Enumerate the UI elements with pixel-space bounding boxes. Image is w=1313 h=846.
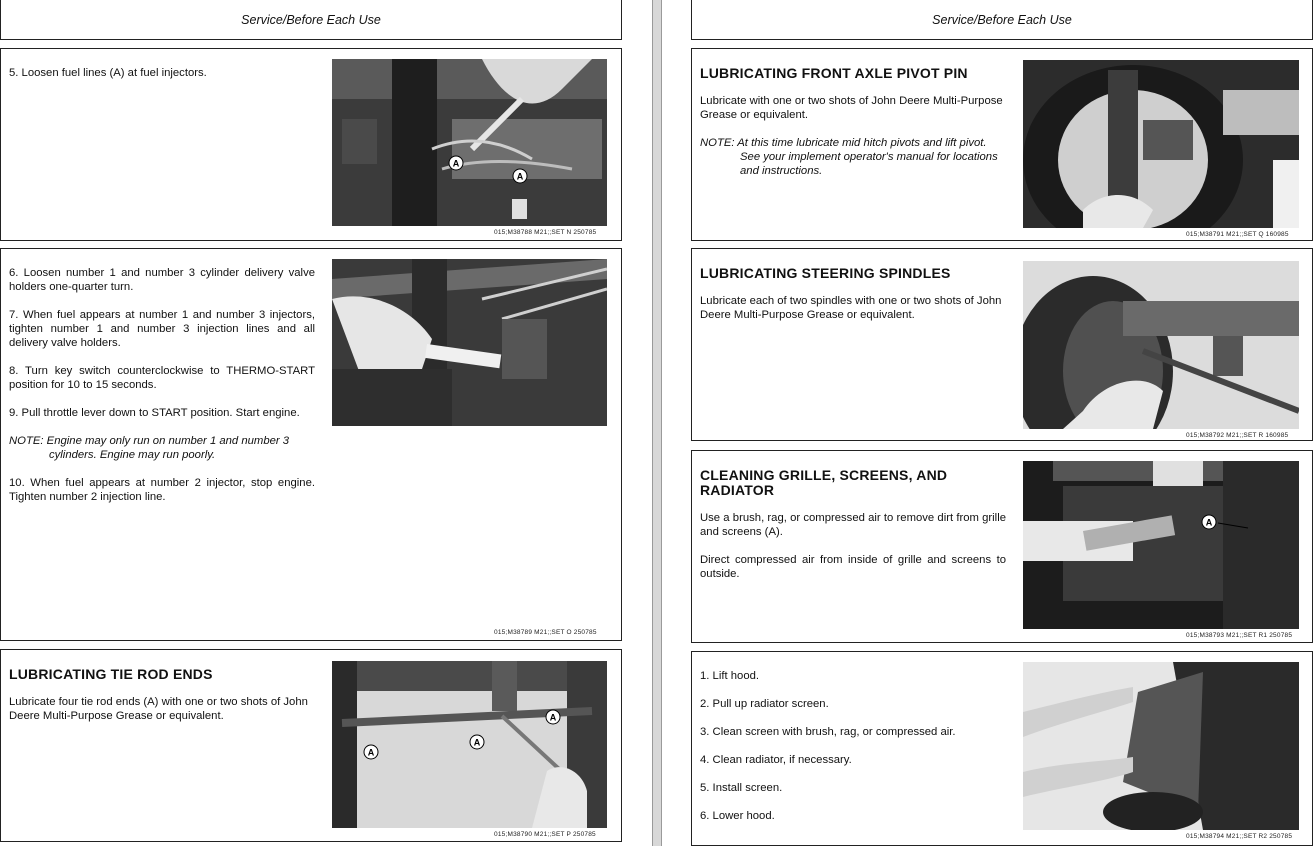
section-heading: LUBRICATING STEERING SPINDLES xyxy=(700,265,951,281)
section-radiator-screen xyxy=(691,651,1313,846)
photo-delivery-valve xyxy=(332,259,607,426)
section-bleed-injectors xyxy=(0,248,622,641)
body-text: Direct compressed air from inside of grille and screens to outside. xyxy=(700,554,1006,580)
body-text: Use a brush, rag, or compressed air to remove dirt from grille and screens (A). xyxy=(700,512,1006,538)
step-text: 5. Loosen fuel lines (A) at fuel injectors. xyxy=(9,67,207,79)
callout-label: A xyxy=(452,158,460,169)
figure-code: 015;M38789 M21;;SET O 250785 xyxy=(494,629,597,636)
page-header-text: Service/Before Each Use xyxy=(241,13,381,27)
page-header-text: Service/Before Each Use xyxy=(932,13,1072,27)
section-heading: LUBRICATING TIE ROD ENDS xyxy=(9,666,213,682)
step-text: 8. Turn key switch counterclockwise to THERMO-START position for 10 to 15 seconds. xyxy=(9,365,315,391)
heading-line: RADIATOR xyxy=(700,482,775,498)
photo-steering-spindle xyxy=(1023,261,1299,429)
page-header xyxy=(691,0,1313,40)
note-text: At this time lubricate mid hitch pivots and lift pivot. xyxy=(737,137,987,149)
section-fuel-lines xyxy=(0,48,622,241)
callout-label: A xyxy=(549,712,557,723)
figure-code: 015;M38794 M21;;SET R2 250785 xyxy=(1186,833,1293,840)
figure-code: 015;M38792 M21;;SET R 160985 xyxy=(1186,432,1289,439)
section-heading: LUBRICATING FRONT AXLE PIVOT PIN xyxy=(700,65,968,81)
step-text: 7. When fuel appears at number 1 and number 3 injectors, tighten number 1 and number 3 injection lines and all delivery valve holders. xyxy=(9,309,315,349)
step-text: 1. Lift hood. xyxy=(700,670,760,682)
left-page xyxy=(0,0,652,846)
heading-line: CLEANING GRILLE, SCREENS, AND xyxy=(700,467,948,483)
callout-label: A xyxy=(516,171,524,182)
section-cleaning-grille xyxy=(691,450,1313,643)
figure-code: 015;M38788 M21;;SET N 250785 xyxy=(494,229,597,236)
photo-axle-pivot xyxy=(1023,60,1299,228)
body-text: Lubricate four tie rod ends (A) with one or two shots of John Deere Multi-Purpose Grease or equivalent. xyxy=(9,696,308,722)
step-text: 6. Loosen number 1 and number 3 cylinder delivery valve holders one-quarter turn. xyxy=(9,267,315,293)
step-text: 2. Pull up radiator screen. xyxy=(700,698,829,710)
section-axle-pivot-pin xyxy=(691,48,1313,241)
body-text: Lubricate with one or two shots of John Deere Multi-Purpose Grease or equivalent. xyxy=(700,95,1003,121)
section-steering-spindles xyxy=(691,248,1313,441)
body-text: Lubricate each of two spindles with one or two shots of John Deere Multi-Purpose Grease or equivalent. xyxy=(700,295,1002,321)
note-label: NOTE: xyxy=(700,137,735,149)
photo-grille xyxy=(1023,461,1299,629)
right-page xyxy=(662,0,1313,846)
figure-code: 015;M38791 M21;;SET Q 160985 xyxy=(1186,231,1289,238)
callout-label: A xyxy=(473,737,481,748)
callout-label: A xyxy=(367,747,375,758)
photo-tie-rod xyxy=(332,661,607,828)
section-heading xyxy=(700,468,1006,498)
note-text: See your implement operator's manual for locations xyxy=(740,151,998,163)
callout-label: A xyxy=(1205,517,1213,528)
note xyxy=(9,434,315,462)
figure-code: 015;M38790 M21;;SET P 250785 xyxy=(494,831,596,838)
step-text: 5. Install screen. xyxy=(700,782,783,794)
step-text: 9. Pull throttle lever down to START position. Start engine. xyxy=(9,407,300,419)
note-label: NOTE: xyxy=(9,435,44,447)
section-tie-rod-ends xyxy=(0,649,622,842)
note-text: Engine may only run on number 1 and number 3 xyxy=(46,435,290,447)
figure-code: 015;M38793 M21;;SET R1 250785 xyxy=(1186,632,1293,639)
note-text: and instructions. xyxy=(740,165,823,177)
note xyxy=(700,136,1010,178)
page-header xyxy=(0,0,622,40)
step-text: 4. Clean radiator, if necessary. xyxy=(700,754,852,766)
photo-fuel-injectors xyxy=(332,59,607,226)
step-text: 3. Clean screen with brush, rag, or compressed air. xyxy=(700,726,956,738)
step-text: 6. Lower hood. xyxy=(700,810,775,822)
page-gutter xyxy=(652,0,662,846)
photo-radiator-screen xyxy=(1023,662,1299,830)
step-text: 10. When fuel appears at number 2 injector, stop engine. Tighten number 2 injection line. xyxy=(9,477,315,503)
note-text: cylinders. Engine may run poorly. xyxy=(49,449,216,461)
